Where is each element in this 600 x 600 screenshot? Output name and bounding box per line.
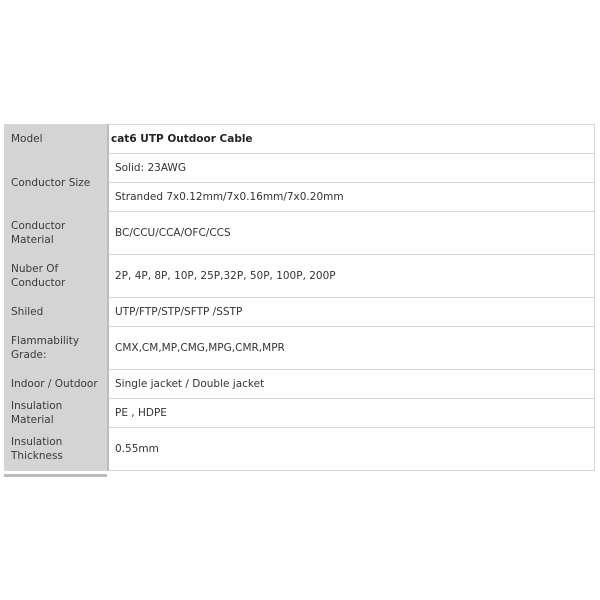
spec-label-number-of-conductor: Nuber Of Conductor: [5, 255, 109, 298]
spec-row-conductor-material: [5, 212, 595, 255]
spec-value-conductor-stranded: Stranded 7x0.12mm/7x0.16mm/7x0.20mm: [108, 183, 595, 212]
spec-row-insulation-material: [5, 399, 595, 428]
spec-row-number-of-conductor: [5, 255, 595, 298]
spec-value-number-of-conductor: 2P, 4P, 8P, 10P, 25P,32P, 50P, 100P, 200P: [108, 255, 595, 298]
spec-value-conductor-solid: Solid: 23AWG: [108, 154, 595, 183]
spec-row-conductor-size: [5, 154, 595, 183]
spec-label-model: Model: [5, 125, 109, 154]
spec-value-indoor-outdoor: Single jacket / Double jacket: [108, 370, 595, 399]
spec-label-insulation-thickness: Insulation Thickness: [5, 428, 109, 471]
spec-value-flammability: CMX,CM,MP,CMG,MPG,CMR,MPR: [108, 327, 595, 370]
spec-label-indoor-outdoor: Indoor / Outdoor: [5, 370, 109, 399]
spec-row-insulation-thickness: [5, 428, 595, 471]
spec-table: [4, 124, 595, 471]
spec-row-model: [5, 125, 595, 154]
spec-value-insulation-material: PE , HDPE: [108, 399, 595, 428]
spec-value-conductor-material: BC/CCU/CCA/OFC/CCS: [108, 212, 595, 255]
spec-row-indoor-outdoor: [5, 370, 595, 399]
spec-value-insulation-thickness: 0.55mm: [108, 428, 595, 471]
spec-row-flammability: [5, 327, 595, 370]
spec-label-flammability: Flammability Grade:: [5, 327, 109, 370]
spec-value-model: cat6 UTP Outdoor Cable: [108, 125, 595, 154]
spec-label-conductor-material: Conductor Material: [5, 212, 109, 255]
spec-value-shield: UTP/FTP/STP/SFTP /SSTP: [108, 298, 595, 327]
spec-label-shield: Shiled: [5, 298, 109, 327]
spec-label-conductor-size: Conductor Size: [5, 154, 109, 212]
spec-row-shield: [5, 298, 595, 327]
spec-label-insulation-material: Insulation Material: [5, 399, 109, 428]
table-bottom-divider: [4, 474, 107, 477]
